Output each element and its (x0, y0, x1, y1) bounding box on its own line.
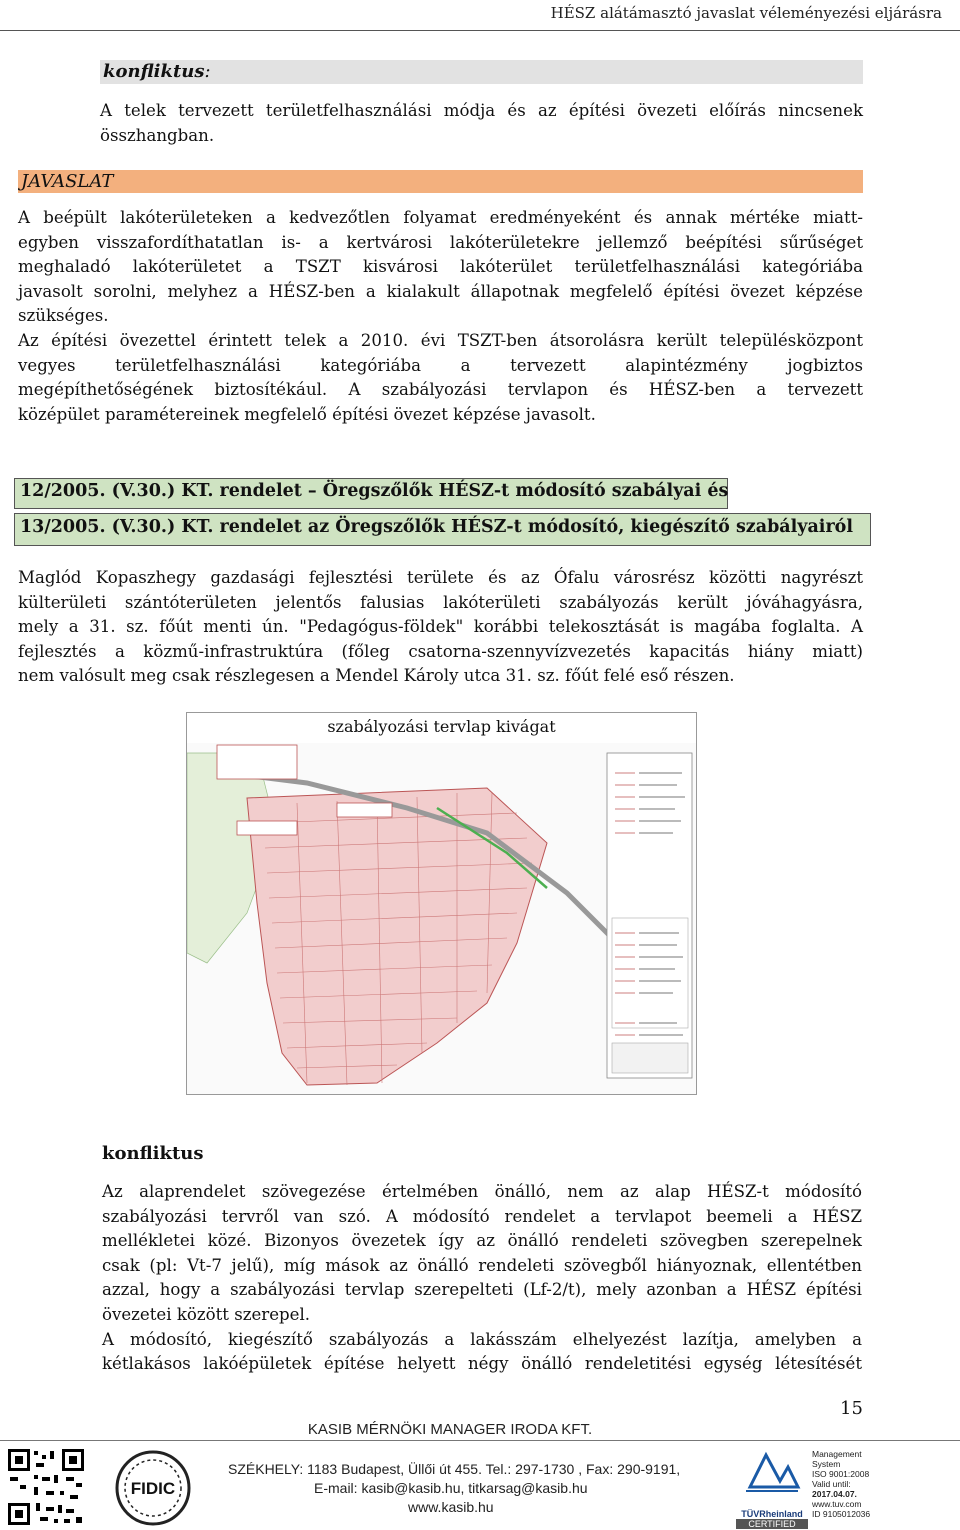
body-line: mely a 31. sz. főút menti ún. "Pedagógus-földek" korábbi telekosztását is magába foglalta. A (18, 617, 863, 637)
map-title-block (612, 1043, 688, 1073)
konfliktus-label (103, 61, 211, 82)
header-rule (0, 30, 960, 31)
javaslat-label: JAVASLAT (21, 171, 114, 192)
body-line: Maglód Kopaszhegy gazdasági fejlesztési területe és az Ófalu városrész közötti nagyrészt (18, 568, 863, 587)
konfliktus-line: mellékletei közé. Bizonyos övezetek így az önálló rendeleti szövegben szerepelnek (102, 1231, 862, 1251)
cert-line: System (812, 1459, 841, 1469)
footer-address: SZÉKHELY: 1183 Budapest, Üllői út 455. Tel.: 297-1730 , Fax: 290-9191, (228, 1461, 681, 1477)
fidic-logo (110, 1448, 196, 1528)
footer-web[interactable]: www.kasib.hu (408, 1499, 494, 1515)
javaslat-line: vegyes területfelhasználási kategóriába a tervezett alapintézmény jogbiztos (18, 355, 863, 375)
konfliktus-line: azzal, hogy a szabályozási tervlap szerepelteti (Lf-2/t), mely azonban a HÉSZ építési (102, 1280, 862, 1300)
running-header: HÉSZ alátámasztó javaslat véleményezési eljárásra (550, 4, 942, 22)
map-image (187, 713, 696, 1094)
body-line: külterületi szántóterületen jelentős falusias lakóterületi szabályozás került jóváhagyásra, (18, 592, 863, 612)
tuv-certified: CERTIFIED (736, 1519, 808, 1529)
tuv-logo-icon (736, 1447, 808, 1505)
konfliktus-line: A telek tervezett területfelhasználási módja és az építési övezeti előírás nincsenek (100, 101, 863, 120)
konfliktus-text-2 (102, 1180, 862, 1377)
javaslat-line: Az építési övezettel érintett telek a 2010. évi TSZT-ben átsorolásra került településközpont (18, 330, 863, 350)
map-label-box (337, 803, 392, 817)
cert-details (812, 1449, 870, 1519)
map-label-box (217, 745, 297, 779)
konfliktus-line: kétlakásos lakóépületek építése helyett négy önálló rendeletitési egység létesítését (102, 1354, 862, 1374)
cert-line: 2017.04.07. (812, 1489, 857, 1499)
section-heading-line-1: 12/2005. (V.30.) KT. rendelet – Öregszőlők HÉSZ-t módosító szabályai és (20, 481, 729, 501)
cert-line: ISO 9001:2008 (812, 1469, 870, 1479)
konfliktus-line: szabályozási tervről van szó. A módosító rendelet a tervlapot beemeli a HÉSZ (102, 1206, 862, 1226)
konfliktus-line: összhangban. (100, 125, 215, 145)
javaslat-line: A beépült lakóterületeken a kedvezőtlen folyamat eredményeként és annak mértéke miatt- (18, 208, 863, 227)
qr-code (6, 1447, 86, 1527)
map-legend (607, 753, 692, 1078)
javaslat-line: szükséges. (18, 306, 109, 326)
cert-line: Valid until: (812, 1479, 851, 1489)
section-heading-line-2: 13/2005. (V.30.) KT. rendelet az Öregszőlők HÉSZ-t módosító, kiegészítő szabályairól (20, 517, 853, 537)
konfliktus-line: övezetei között szerepel. (102, 1304, 311, 1324)
cert-line: www.tuv.com (812, 1499, 862, 1509)
page-number: 15 (840, 1398, 863, 1419)
konfliktus-label-colon: : (204, 61, 211, 82)
konfliktus-label-bar (100, 60, 863, 84)
body-paragraph (18, 566, 863, 689)
konfliktus-line: A módosító, kiegészítő szabályozás a lakásszám elhelyezést lazítja, amelyben a (102, 1329, 862, 1349)
javaslat-paragraph-1 (18, 206, 863, 427)
cert-line: Management (812, 1449, 862, 1459)
konfliktus-label-text: konfliktus (103, 61, 205, 82)
javaslat-line: egyben visszafordíthatatlan is- a kertvárosi lakóterületekre jellemző beépítési sűrűséget (18, 232, 863, 252)
konfliktus-line: csak (pl: Vt-7 jelű), míg mások az önálló rendeleti szövegből hiányoznak, ellentétben (102, 1255, 862, 1275)
footer-company: KASIB MÉRNÖKI MANAGER IRODA KFT. (307, 1421, 593, 1438)
tuv-brand: TÜVRheinland (741, 1509, 803, 1519)
body-line: nem valósult meg csak részlegesen a Mendel Károly utca 31. sz. főút felé eső részen. (18, 666, 735, 686)
map-figure (186, 712, 697, 1095)
body-line: fejlesztés a közmű-infrastruktúra (főleg csatorna-szennyvízvezetés kapacitás hiány miatt) (18, 641, 863, 661)
javaslat-line: meghaladó lakóterületet a TSZT kisvárosi lakóterület területfelhasználási kategóriába (18, 257, 863, 277)
javaslat-line: középület paramétereinek megfelelő építési övezet képzése javasolt. (18, 404, 596, 424)
fidic-text: FIDIC (130, 1479, 176, 1498)
tuv-badge (736, 1447, 808, 1527)
konfliktus-text (100, 99, 863, 148)
map-label-box (237, 821, 297, 835)
javaslat-bar (18, 170, 863, 193)
cert-line: ID 9105012036 (812, 1509, 871, 1519)
javaslat-line: megépíthetőségének biztosítékául. A szabályozási tervlapon és HÉSZ-ben a tervezett (18, 380, 863, 400)
footer-rule (0, 1440, 960, 1441)
konfliktus-label-2: konfliktus (102, 1143, 204, 1164)
konfliktus-line: Az alaprendelet szövegezése értelmében önálló, nem az alap HÉSZ-t módosító (102, 1182, 862, 1201)
map-caption: szabályozási tervlap kivágat (327, 717, 556, 736)
javaslat-line: javasolt sorolni, melyhez a HÉSZ-ben a kialakult állapotnak megfelelő építési övezet képzése (18, 281, 863, 301)
footer-email[interactable]: E-mail: kasib@kasib.hu, titkarsag@kasib.hu (314, 1480, 588, 1496)
